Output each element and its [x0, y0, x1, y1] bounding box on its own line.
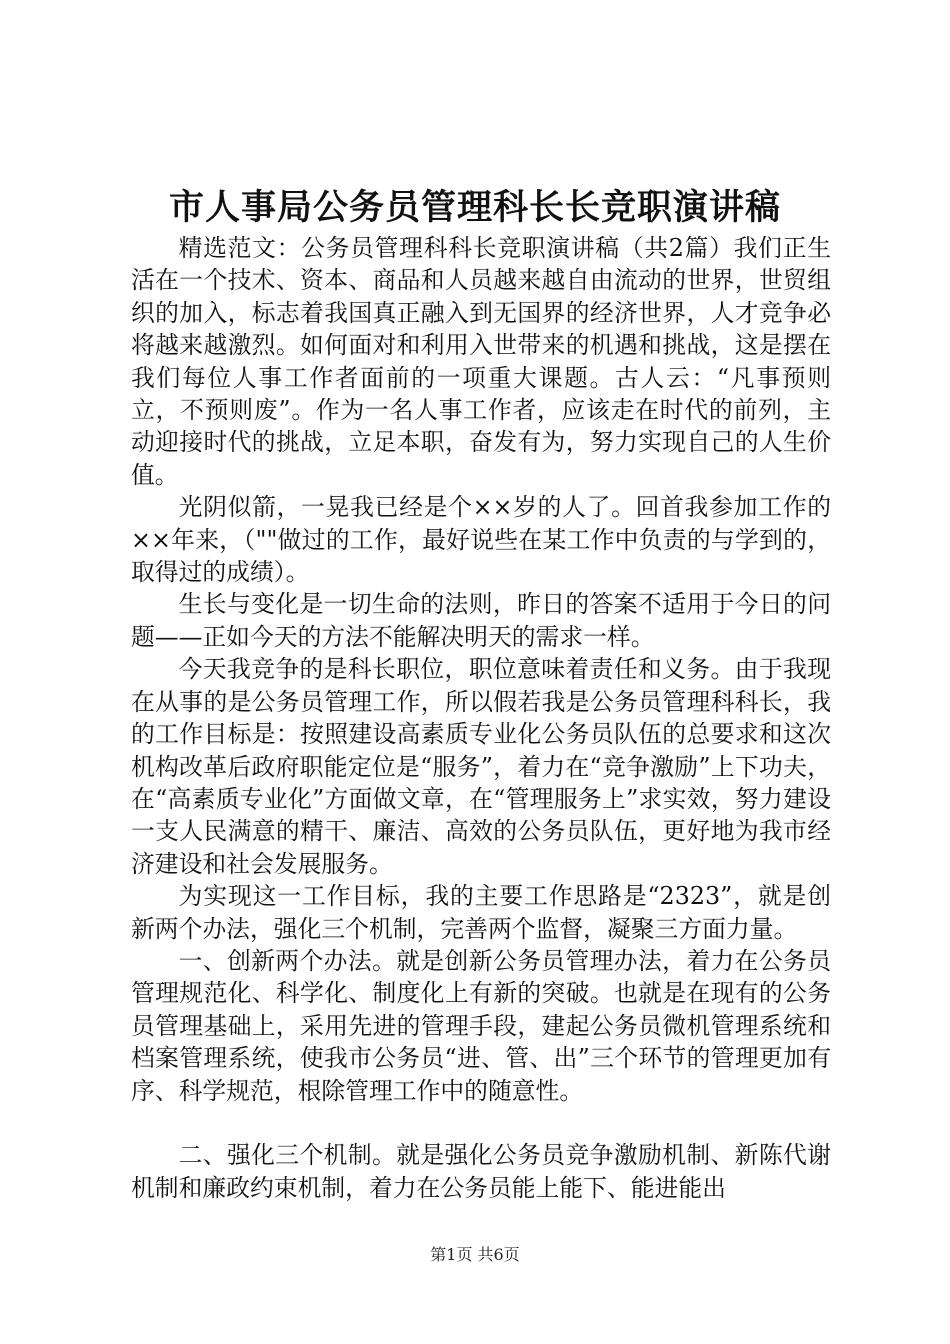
- paragraph-goal: 今天我竞争的是科长职位，职位意味着责任和义务。由于我现在从事的是公务员管理工作，所以假若我是公务员管理科科长，我的工作目标是：按照建设高素质专业化公务员队伍的总要求和这次机构改革后政府职能定位是“服务”，着力在“竞争激励”上下功夫，在“高素质专业化”方面做文章，在“管理服务上”求实效，努力建设一支人民满意的精干、廉洁、高效的公务员队伍，更好地为我市经济建设和社会发展服务。: [131, 655, 831, 878]
- document-title: 市人事局公务员管理科长长竞职演讲稿: [168, 187, 781, 228]
- paragraph-intro: 精选范文：公务员管理科科长竞职演讲稿（共2篇）我们正生活在一个技术、资本、商品和人员越来越自由流动的世界，世贸组织的加入，标志着我国真正融入到无国界的经济世界，人才竞争必将越来越激烈。如何面对和利用入世带来的机遇和挑战，这是摆在我们每位人事工作者面前的一项重大课题。古人云：“凡事预则立，不预则废”。作为一名人事工作者，应该走在时代的前列，主动迎接时代的挑战，立足本职，奋发有为，努力实现自己的人生价值。: [131, 234, 831, 489]
- paragraph-change: 生长与变化是一切生命的法则，昨日的答案不适用于今日的问题——正如今天的方法不能解决明天的需求一样。: [131, 590, 831, 651]
- paragraph-approach: 为实现这一工作目标，我的主要工作思路是“2323”，就是创新两个办法，强化三个机制，完善两个监督，凝聚三方面力量。: [131, 882, 831, 943]
- paragraph-point-one: 一、创新两个办法。就是创新公务员管理办法，着力在公务员管理规范化、科学化、制度化上有新的突破。也就是在现有的公务员管理基础上，采用先进的管理手段，建起公务员微机管理系统和档案管理系统，使我市公务员“进、管、出”三个环节的管理更加有序、科学规范，根除管理工作中的随意性。: [131, 946, 831, 1105]
- document-body: [131, 232, 831, 1204]
- page-number-footer: 第1页 共6页: [430, 1245, 520, 1264]
- paragraph-experience: 光阴似箭，一晃我已经是个××岁的人了。回首我参加工作的××年来，（""做过的工作，最好说些在某工作中负责的与学到的，取得过的成绩）。: [131, 493, 831, 587]
- paragraph-point-two: 二、强化三个机制。就是强化公务员竞争激励机制、新陈代谢机制和廉政约束机制，着力在公务员能上能下、能进能出: [131, 1141, 831, 1202]
